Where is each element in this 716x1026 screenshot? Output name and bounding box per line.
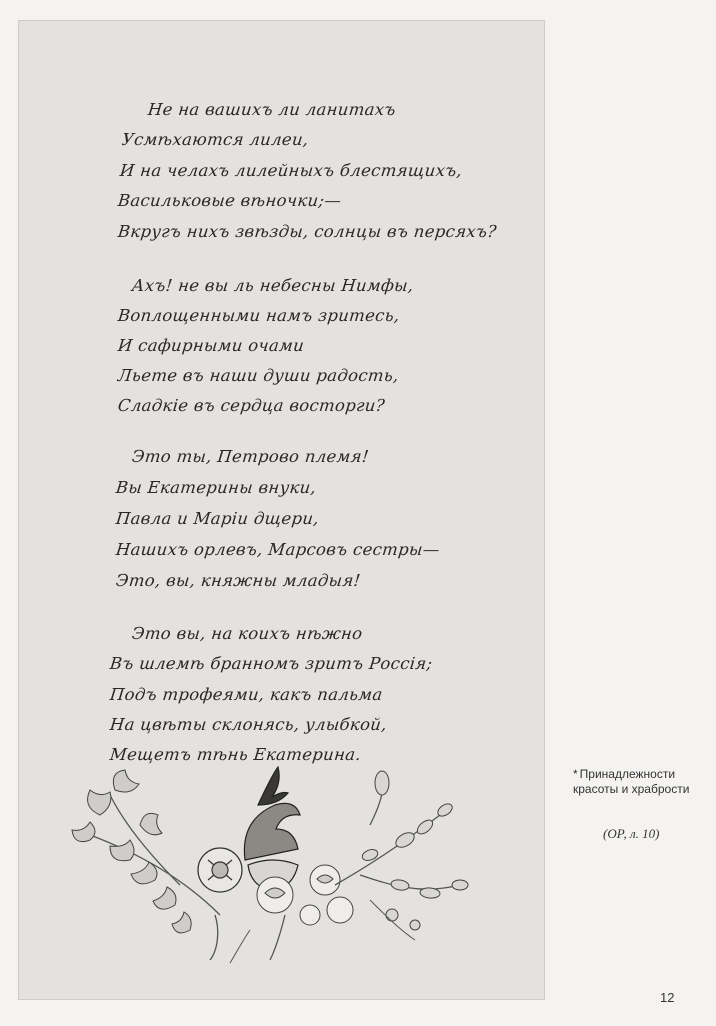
poem-line: Подъ трофеями, какъ пальма [109,685,384,704]
poem-line: Павла и Марiи дщери, [115,509,320,528]
poem-line: Мещетъ тѣнь Екатерина. [109,745,363,764]
poem-line: Въ шлемѣ бранномъ зритъ Россiя; [109,654,434,673]
poem-line: Воплощенными намъ зритесь, [117,306,401,325]
poem-line: Нашихъ орлевъ, Марсовъ сестры— [115,540,441,559]
poem-line: Вы Екатерины внуки, [115,478,318,497]
poem-line: Усмѣхаются лилеи, [121,130,310,149]
poem-line: Это вы, на коихъ нѣжно [131,624,364,643]
poem-line: Это ты, Петрово племя! [131,447,370,466]
floral-trophy-helmet-icon [70,765,480,965]
page-number: 12 [660,990,675,1005]
poem-line: И на челахъ лилейныхъ блестящихъ, [119,161,464,180]
poem-line: И сафирными очами [117,336,306,355]
poem-line: Не на вашихъ ли ланитахъ [147,100,397,119]
note-marker: * [573,767,578,781]
note-text: Принадлежности красоты и храбрости [573,767,690,796]
poem-line: Сладкiе въ сердца восторги? [117,396,386,415]
poem-line: Васильковые вѣночки;— [117,191,343,210]
marginal-note [573,767,693,797]
poem-line: На цвѣты склонясь, улыбкой, [109,715,388,734]
poem-line: Льете въ наши души радость, [117,366,400,385]
poem-line: Вкругъ нихъ звѣзды, солнцы въ персяхъ? [117,222,498,241]
poem-line: Это, вы, княжны младыя! [115,571,362,590]
source-reference: (ОР, л. 10) [603,826,660,841]
poem-line: Ахъ! не вы ль небесны Нимфы, [131,276,415,295]
